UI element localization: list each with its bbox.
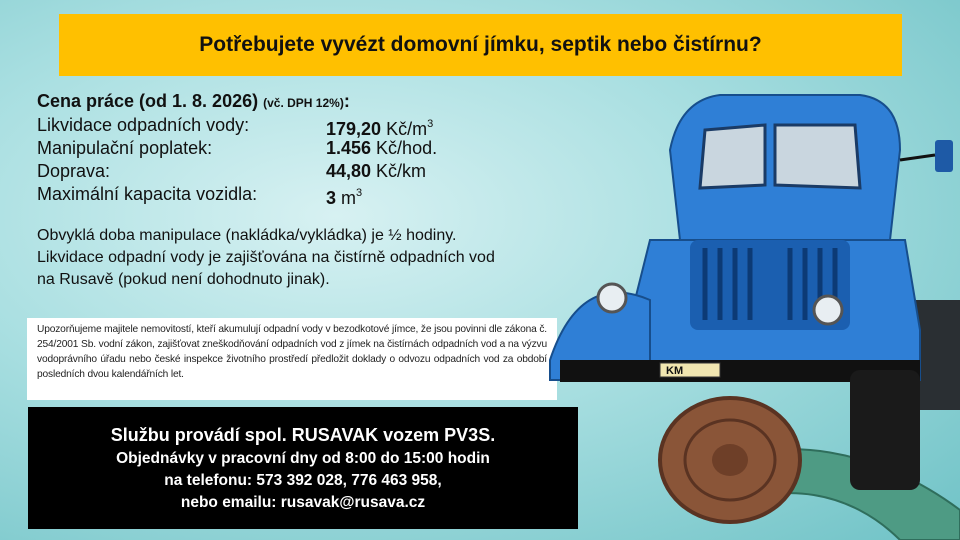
- headline-text: Potřebujete vyvézt domovní jímku, septik nebo čistírnu?: [199, 33, 762, 56]
- price-value: 44,80 Kč/km: [326, 161, 427, 181]
- price-label: Likvidace odpadních vody:: [37, 115, 250, 135]
- price-row: [37, 183, 437, 206]
- headlight-icon: [598, 284, 626, 312]
- price-label: Manipulační poplatek:: [37, 138, 213, 158]
- price-heading-text: Cena práce (od 1. 8. 2026): [37, 91, 259, 111]
- service-provider: Službu provádí spol. RUSAVAK vozem PV3S.: [110, 424, 496, 445]
- price-list: [37, 91, 437, 206]
- note-line: Obvyklá doba manipulace (nakládka/vykládka) je ½ hodiny.: [37, 227, 457, 244]
- price-value: 179,20 $Kč/m^3$: [326, 118, 434, 139]
- phone-numbers: na telefonu: 573 392 028, 776 463 958,: [164, 471, 442, 489]
- price-heading-vat: (vč. DPH 12%): [263, 96, 344, 110]
- order-hours: Objednávky v pracovní dny od 8:00 do 15:00 hodin: [116, 449, 490, 467]
- truck-photo: [520, 70, 960, 540]
- headline-banner: [59, 14, 902, 76]
- headlight-icon: [814, 296, 842, 324]
- legal-notice-text: Upozorňujeme majitele nemovitostí, kteří akumulují odpadní vody v bezodkotové jímce, že jsou povinni dle zákona č. 254/2001 Sb. vodní zákon, zajišťovat zneškodňování odpadních vod z jímek na čistírnách odpadních vod a na výzvu vodoprávního úřadu nebo české inspekce životního prostředí předložit doklady o odvozu odpadních vod za období posledních dvou kalendářních let.: [37, 324, 547, 380]
- price-heading-colon: :: [343, 91, 350, 111]
- contact-box: [28, 407, 578, 529]
- handling-note: [37, 225, 557, 291]
- price-row: [37, 160, 437, 183]
- note-line: Likvidace odpadní vody je zajišťována na čistírně odpadních vod: [37, 249, 495, 266]
- price-row: [37, 114, 437, 137]
- note-line: na Rusavě (pokud není dohodnuto jinak).: [37, 271, 330, 288]
- price-value: 1.456 Kč/hod.: [326, 138, 438, 158]
- price-label: Maximální kapacita vozidla:: [37, 184, 258, 204]
- plate-text: KM: [666, 365, 684, 377]
- price-heading: [37, 91, 437, 112]
- email-line: nebo emailu: rusavak@rusava.cz: [180, 493, 426, 511]
- legal-notice: [27, 318, 557, 400]
- price-label: Doprava:: [37, 161, 111, 181]
- price-value: 3 $m^3$: [326, 187, 363, 208]
- price-row: [37, 137, 437, 160]
